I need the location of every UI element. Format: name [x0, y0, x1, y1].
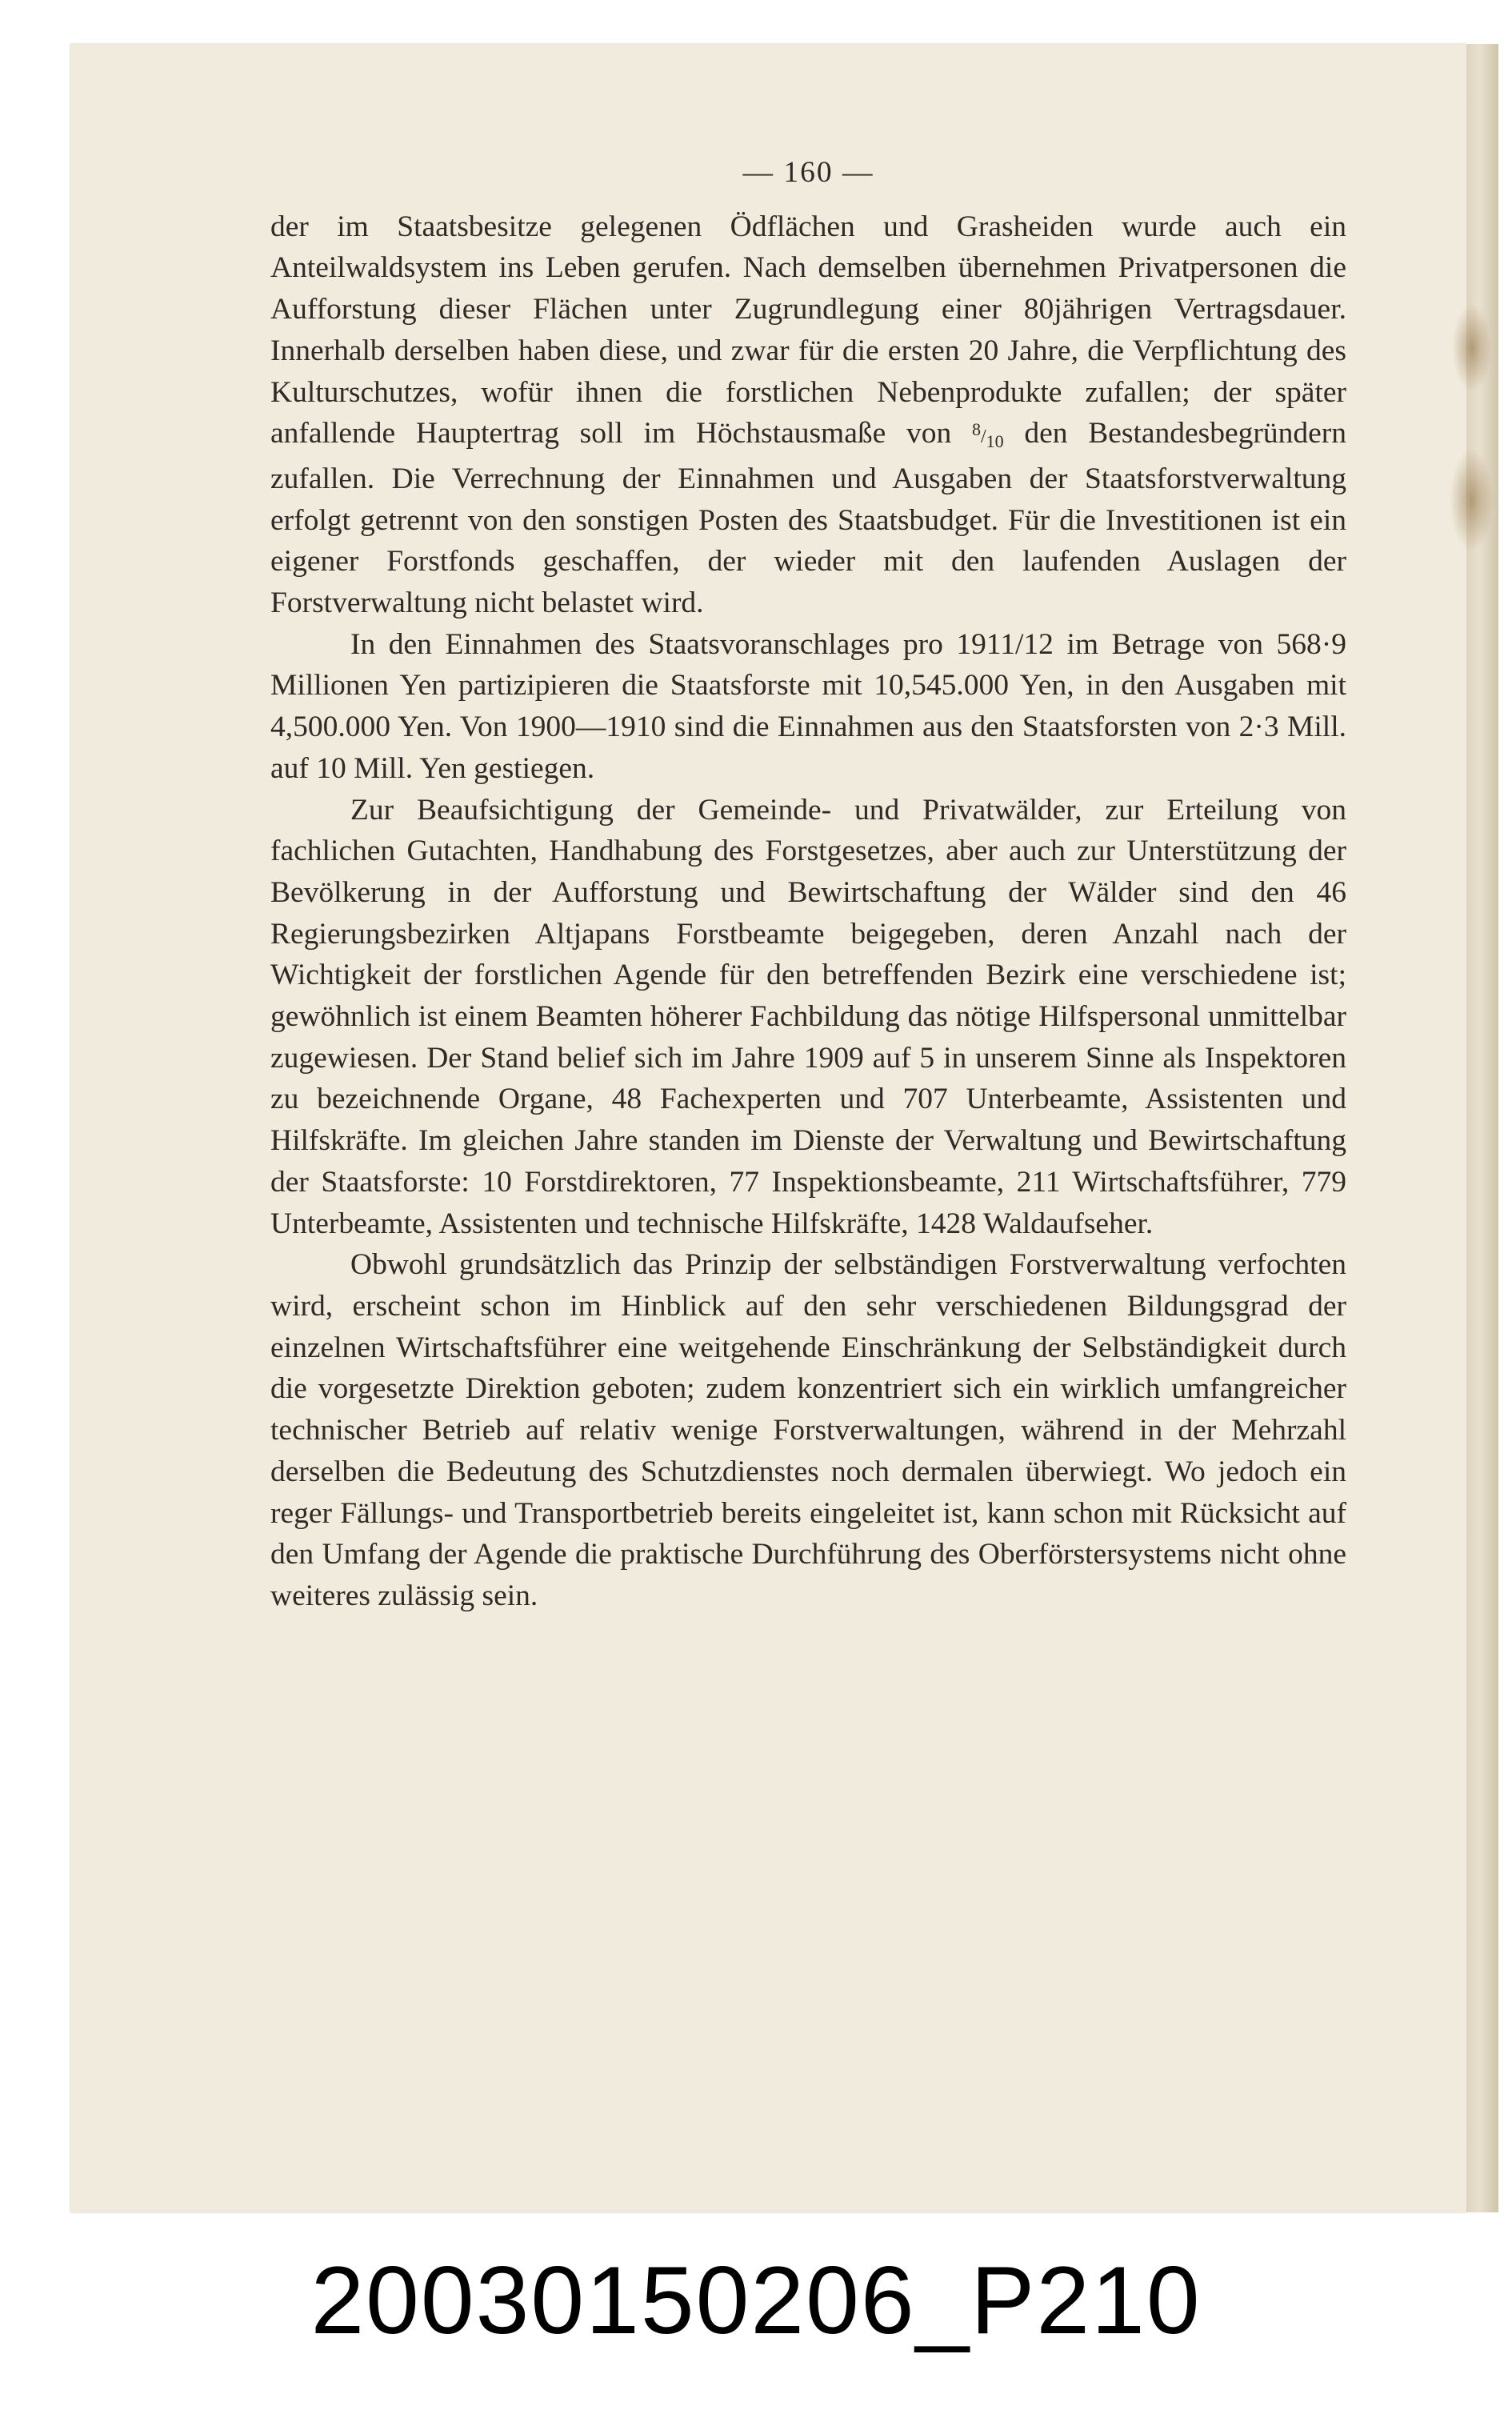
- paragraph-1-text-before: der im Staatsbesitze gelegenen Ödflächen und Grasheiden wurde auch ein Anteilwaldsystem ins Leben gerufen. Nach demselben übernehmen Privatpersonen die Aufforstung dieser Flächen unter Zugrundlegung einer 80jährigen Vertragsdauer. Innerhalb derselben haben diese, und zwar für die ersten 20 Jahre, die Verpflichtung des Kulturschutzes, wofür ihnen die forstlichen Nebenprodukte zufallen; der später anfallende Hauptertrag soll im Höchstausmaße von: [270, 210, 1346, 450]
- paragraph-2: In den Einnahmen des Staatsvoranschlages pro 1911/12 im Betrage von 568·9 Millionen Yen partizipieren die Staatsforste mit 10,545.000 Yen, in den Ausgaben mit 4,500.000 Yen. Von 1900—1910 sind die Einnahmen aus den Staatsforsten von 2·3 Mill. auf 10 Mill. Yen gestiegen.: [270, 627, 1346, 785]
- page-text: [270, 152, 1346, 1617]
- paper-stain: [1450, 448, 1494, 552]
- paper-stain: [1452, 304, 1492, 392]
- paragraph-1: [270, 206, 1346, 624]
- page-number: — 160 —: [742, 156, 874, 189]
- fraction-numerator: 8: [971, 419, 981, 440]
- paragraph-4: Obwohl grundsätzlich das Prinzip der selbständigen Forstverwaltung verfochten wird, erscheint schon im Hinblick auf den sehr verschiedenen Bildungsgrad der einzelnen Wirtschaftsführer eine weitgehende Einschränkung der Selbständigkeit durch die vorgesetzte Direktion geboten; zudem konzentriert sich ein wirklich umfangreicher technischer Betrieb auf relativ wenige Forstverwaltungen, während in der Mehrzahl derselben die Bedeutung des Schutzdienstes noch dermalen überwiegt. Wo jedoch ein reger Fällungs- und Transportbetrieb bereits eingeleitet ist, kann schon mit Rücksicht auf den Umfang der Agende die praktische Durchführung des Oberförstersystems nicht ohne weiteres zulässig sein.: [270, 1248, 1346, 1612]
- fraction: $^8/_{10}$: [971, 419, 1004, 452]
- paragraph-1-text-after: den Bestandesbegründern zufallen. Die Verrechnung der Einnahmen und Ausgaben der Staatsforstverwaltung erfolgt getrennt von den sonstigen Posten des Staatsbudget. Für die Investitionen ist ein eigener Forstfonds geschaffen, der wieder mit den laufenden Auslagen der Forstverwaltung nicht belastet wird.: [270, 417, 1347, 620]
- archive-id-caption: 20030150206_P210: [310, 2247, 1202, 2354]
- fraction-denominator: 10: [986, 431, 1004, 452]
- paragraph-3: Zur Beaufsichtigung der Gemeinde- und Privatwälder, zur Erteilung von fachlichen Gutachten, Handhabung des Forstgesetzes, aber auch zur Unterstützung der Bevölkerung in der Aufforstung und Bewirtschaftung der Wälder sind den 46 Regierungsbezirken Altjapans Forstbeamte beigegeben, deren Anzahl nach der Wichtigkeit der forstlichen Agende für den betreffenden Bezirk eine verschiedene ist; gewöhnlich ist einem Beamten höherer Fachbildung das nötige Hilfspersonal unmittelbar zugewiesen. Der Stand belief sich im Jahre 1909 auf 5 in unserem Sinne als Inspektoren zu bezeichnende Organe, 48 Fachexperten und 707 Unterbeamte, Assistenten und Hilfskräfte. Im gleichen Jahre standen im Dienste der Verwaltung und Bewirtschaftung der Staatsforste: 10 Forstdirektoren, 77 Inspektionsbeamte, 211 Wirtschaftsführer, 779 Unterbeamte, Assistenten und technische Hilfskräfte, 1428 Waldaufseher.: [270, 793, 1346, 1240]
